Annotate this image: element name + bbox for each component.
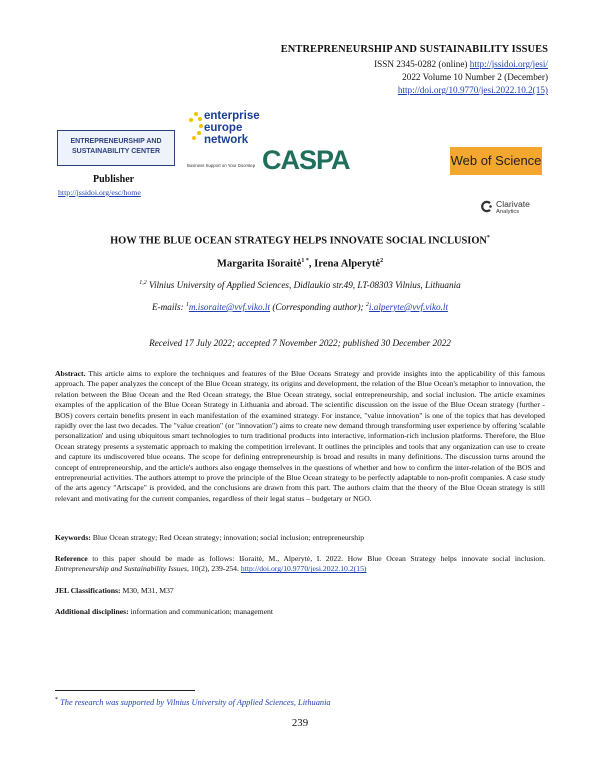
additional-disciplines xyxy=(55,607,545,617)
clarivate-subtitle: Analytics xyxy=(496,209,520,215)
author-separator: , xyxy=(308,258,315,270)
publisher-link-line xyxy=(58,188,141,197)
author-1-sup: 1 * xyxy=(301,258,309,264)
affiliation xyxy=(0,280,600,290)
author-1: Margarita Išoraitė xyxy=(216,258,302,270)
article-title-text: HOW THE BLUE OCEAN STRATEGY HELPS INNOVATE SOCIAL INCLUSION xyxy=(110,235,487,247)
keywords-text: Blue Ocean strategy; Red Ocean strategy; innovation; social inclusion; entrepreneurship xyxy=(90,533,365,542)
abstract-label: Abstract. xyxy=(55,369,86,378)
publisher-link[interactable]: http://jssidoi.org/esc/home xyxy=(58,188,141,197)
abstract-text: This article aims to explore the techniques and features of the Blue Oceans Strategy and provide insights into the applicability of this famous approach. The paper analyzes the concept of the Blue Ocean strategy, its origins and development, the relation of the Blue Ocean's metaphor to innovation, the relation between the Blue Ocean and the Red Ocean strategy, the Blue Ocean strategy, social entrepreneurship, and social inclusion. The article examines examples of the application of the Blue Ocean Strategy in Lithuania and abroad. The scientific discussion on the issue of the Blue Ocean strategy (further - BOS) covers certain benefits present in each manifestation of the examined strategy. For instance, "value innovation" is one of the topics that has developed rapidly over the last two decades. The "value creation" (or "innovation") aims to create new demand through transforming user experience by offering 'scalable personalization' and using ubiquitous smart technologies to turn traditional products into interactive, information-rich inclusion platforms. Therefore, the Blue Ocean strategy presents a systematic approach to making the competition irrelevant. It outlines the principles and tools that any organization can use to create and capture its undiscovered blue oceans. The scope for defining entrepreneurship is broad and results in many definitions. The discussion turns around the concept of entrepreneurship, and the article's authors also engage themselves in the questions of whether and how to confirm the inter-relation of the BOS and entrepreneurial activities. The authors attempt to prove the principle of the Blue Ocean strategy to be perfectly adaptable to non-profit companies. A case study of the arts agency "Artscape" is provided, and the conclusions are drawn from this part. The authors claim that the theory of the Blue Ocean strategy is still relevant and motivating for the current companies, regardless of their legal status – budgetary or NGO. xyxy=(55,369,545,503)
emails xyxy=(0,302,600,312)
abstract xyxy=(55,369,545,504)
web-of-science-logo: Web of Science xyxy=(450,147,542,175)
footnote-mark: * xyxy=(55,697,58,703)
title-footnote-mark: * xyxy=(486,235,490,241)
issn-text: ISSN 2345-0282 (online) xyxy=(374,59,470,69)
author-2-sup: 2 xyxy=(380,258,384,264)
een-line1: enterprise xyxy=(204,110,260,122)
doi-line xyxy=(398,84,548,96)
reference-doi-link[interactable]: http://doi.org/10.9770/jesi.2022.10.2(15) xyxy=(240,564,367,574)
article-dates: Received 17 July 2022; accepted 7 November 2022; published 30 December 2022 xyxy=(149,338,451,348)
article-title xyxy=(0,235,600,246)
clarivate-icon xyxy=(480,200,493,213)
jel-label: JEL Classifications: xyxy=(55,586,121,595)
page-number: 239 xyxy=(291,717,309,729)
caspa-logo: CASPA xyxy=(262,145,350,175)
emails-label: E-mails: xyxy=(151,302,186,313)
footnote-rule xyxy=(55,690,195,691)
author-2: Irena Alperytė xyxy=(314,258,381,270)
journal-name: ENTREPRENEURSHIP AND SUSTAINABILITY ISSUES xyxy=(280,44,548,55)
jel-classifications xyxy=(55,586,545,596)
email-1-note: (Corresponding author); xyxy=(270,302,366,313)
keywords-label: Keywords: xyxy=(55,533,91,542)
disciplines-text: information and communication; management xyxy=(128,607,274,616)
een-logo xyxy=(204,110,260,146)
esc-logo-line1: ENTREPRENEURSHIP AND xyxy=(70,138,162,145)
affiliation-sup: 1,2 xyxy=(139,280,147,286)
een-line2: europe xyxy=(204,122,243,134)
citation-reference xyxy=(55,554,545,575)
een-line3: network xyxy=(204,134,249,146)
authors xyxy=(0,258,600,270)
clarivate-name: Clarivate xyxy=(496,199,530,209)
issn-line xyxy=(374,58,548,70)
email-2-link[interactable]: i.alperyte@vvf.viko.lt xyxy=(368,302,449,313)
keywords xyxy=(55,533,545,543)
reference-label: Reference xyxy=(55,554,88,563)
een-subtitle: Business Support on Your Doorstep xyxy=(187,163,256,168)
jel-text: M30, M31, M37 xyxy=(120,586,174,595)
doi-link[interactable]: http://doi.org/10.9770/jesi.2022.10.2(15) xyxy=(397,85,548,95)
disciplines-label: Additional disciplines: xyxy=(55,607,129,616)
reference-journal: Entrepreneurship and Sustainability Issues, xyxy=(55,564,189,574)
publisher-label: Publisher xyxy=(93,174,135,185)
footnote xyxy=(55,697,331,707)
journal-link[interactable]: http://jssidoi.org/jesi/ xyxy=(469,59,548,69)
footnote-text: The research was supported by Vilnius University of Applied Sciences, Lithuania xyxy=(58,697,331,707)
affiliation-text: Vilnius University of Applied Sciences, Didlaukio str.49, LT-08303 Vilnius, Lithuania xyxy=(149,280,461,291)
eu-stars-icon xyxy=(188,110,204,150)
reference-text: to this paper should be made as follows: Išoraitė, M., Alperytė, I. 2022. How Blue Ocean Strategy helps innovate social inclusion. xyxy=(87,554,545,563)
esc-logo-line2: SUSTAINABILITY CENTER xyxy=(71,148,161,155)
esc-logo xyxy=(57,130,175,166)
reference-pages: 10(2), 239-254. xyxy=(188,564,241,574)
volume-line: 2022 Volume 10 Number 2 (December) xyxy=(402,72,548,82)
email-1-link[interactable]: m.isoraite@vvf.viko.lt xyxy=(188,302,271,313)
email-1-sup: 1 xyxy=(185,302,189,308)
email-2-sup: 2 xyxy=(365,302,369,308)
